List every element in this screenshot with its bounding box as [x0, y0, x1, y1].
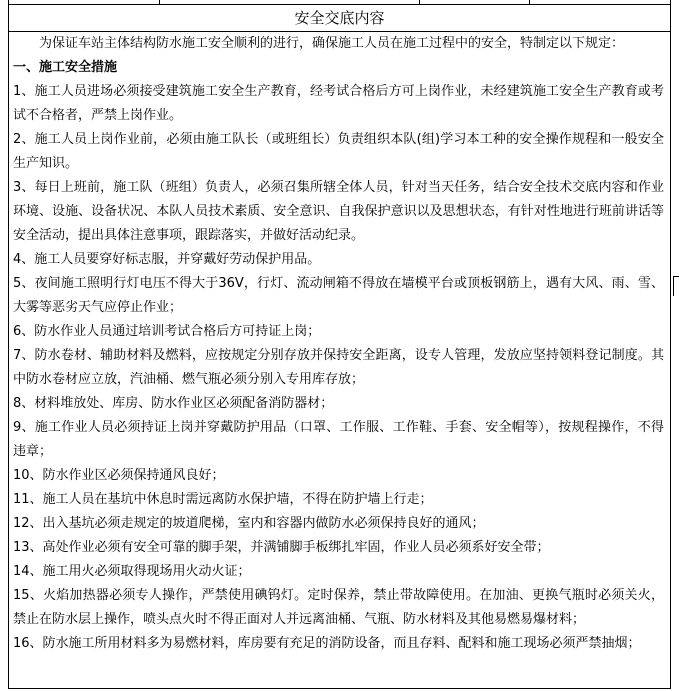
intro-paragraph: 为保证车站主体结构防水施工安全顺利的进行，确保施工人员在施工过程中的安全，特制定以下规定：	[39, 36, 625, 51]
list-item: 13、高处作业必须有安全可靠的脚手架，并满铺脚手板绑扎牢固，作业人员必须系好安全带；	[13, 540, 550, 555]
section-heading: 一、施工安全措施	[13, 60, 118, 75]
list-item: 6、防水作业人员通过培训考试合格后方可持证上岗；	[13, 324, 321, 339]
list-item: 4、施工人员要穿好标志服，并穿戴好劳动保护用品。	[13, 252, 321, 267]
list-item: 5、夜间施工照明行灯电压不得大于36V，行灯、流动闸箱不得放在墙模平台或顶板钢筋上，遇有大风、雨、雪、大雾等恶劣天气应停止作业；	[13, 276, 664, 315]
list-item: 16、防水施工所用材料多为易燃材料，库房要有充足的消防设备，而且存料、配料和施工现场必须严禁抽烟；	[13, 636, 641, 651]
list-item: 12、出入基坑必须走规定的坡道爬梯，室内和容器内做防水必须保持良好的通风；	[13, 516, 485, 531]
list-item: 14、施工用火必须取得现场用火动火证；	[13, 564, 251, 579]
document-frame	[8, 0, 671, 689]
list-item: 10、防水作业区必须保持通风良好；	[13, 468, 225, 483]
list-item: 15、火焰加热器必须专人操作，严禁使用碘钨灯。定时保养，禁止带故障使用。在加油、更换气瓶时必须关火，禁止在防水层上操作，喷头点火时不得正面对人并远离油桶、气瓶、防水材料及其他易燃易爆材料；	[13, 588, 664, 627]
list-item: 7、防水卷材、辅助材料及燃料，应按规定分别存放并保持安全距离，设专人管理，发放应坚持领料登记制度。其中防水卷材应立放，汽油桶、燃气瓶必须分别入专用库存放；	[13, 348, 664, 387]
list-item: 8、材料堆放处、库房、防水作业区必须配备消防器材；	[13, 396, 334, 411]
document-body	[9, 32, 670, 656]
page-title: 安全交底内容	[9, 4, 670, 32]
list-item: 2、施工人员上岗作业前，必须由施工队长（或班组长）负责组织本队(组)学习本工种的安全操作规程和一般安全生产知识。	[13, 132, 664, 171]
list-item: 1、施工人员进场必须接受建筑施工安全生产教育，经考试合格后方可上岗作业，未经建筑施工安全生产教育或考试不合格者，严禁上岗作业。	[13, 84, 664, 123]
table-edge-mark	[673, 276, 679, 296]
list-item: 11、施工人员在基坑中休息时需远离防水保护墙，不得在防护墙上行走；	[13, 492, 433, 507]
list-item: 9、施工作业人员必须持证上岗并穿戴防护用品（口罩、工作服、工作鞋、手套、安全帽等），按规程操作，不得违章；	[13, 420, 664, 459]
list-item: 3、每日上班前，施工队（班组）负责人，必须召集所辖全体人员，针对当天任务，结合安全技术交底内容和作业环境、设施、设备状况、本队人员技术素质、安全意识、自我保护意识以及思想状态，有针对性地进行班前讲话等安全活动，提出具体注意事项，跟踪落实，并做好活动纪录。	[13, 180, 664, 243]
